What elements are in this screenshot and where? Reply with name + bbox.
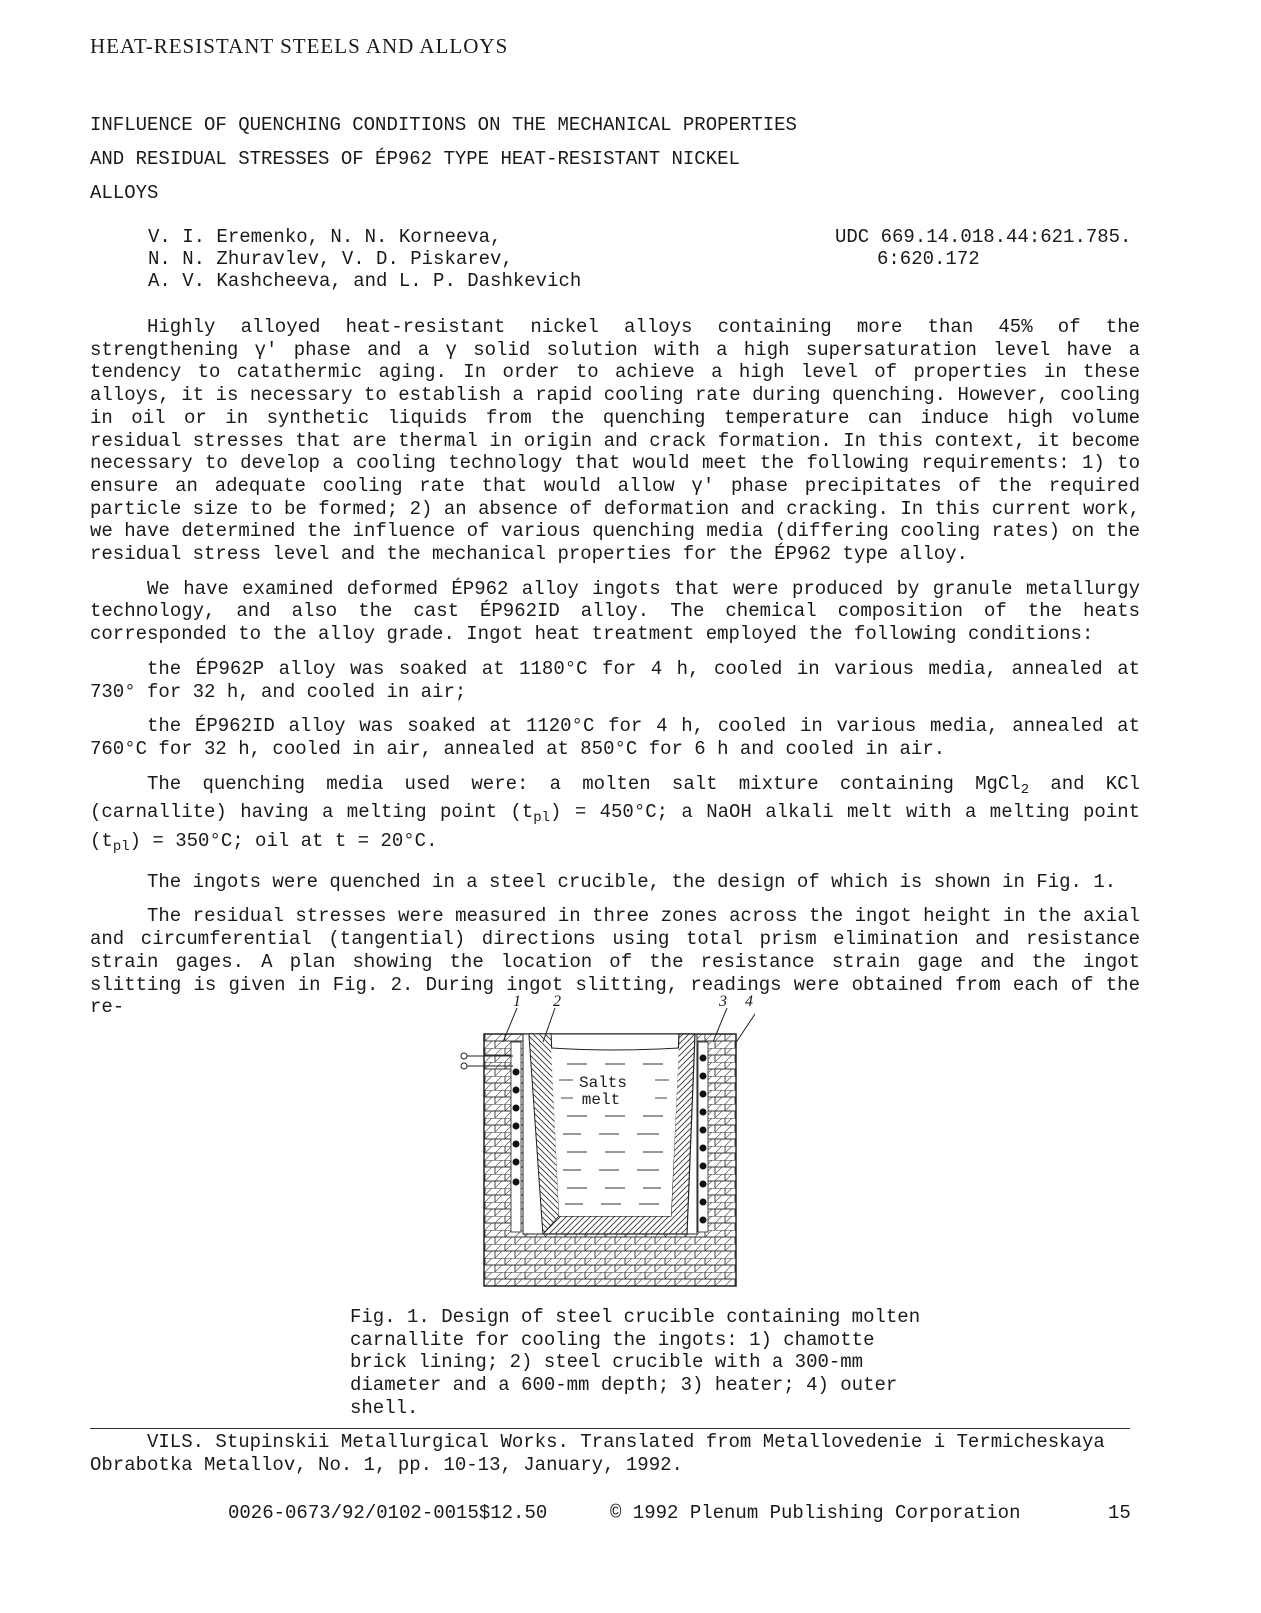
paragraph-ep962p-treatment: the ÉP962P alloy was soaked at 1180°C for 4 h, cooled in various media, annealed at 730° for 32 h, and cooled in air;	[90, 657, 1140, 703]
article-body	[90, 316, 1140, 1019]
caption-line: diameter and a 600-mm depth; 3) heater; 4) outer	[350, 1374, 898, 1397]
author-line: N. N. Zhuravlev, V. D. Piskarev,	[148, 248, 513, 270]
publication-code: 0026-0673/92/0102-0015$12.50	[228, 1502, 548, 1524]
copyright-notice: © 1992 Plenum Publishing Corporation	[610, 1502, 1021, 1524]
melt-label: melt	[581, 1091, 621, 1109]
paragraph-quenching-media	[90, 773, 1140, 859]
paragraph-crucible: The ingots were quenched in a steel crucible, the design of which is shown in Fig. 1.	[147, 870, 1117, 893]
title-line: INFLUENCE OF QUENCHING CONDITIONS ON THE MECHANICAL PROPERTIES	[90, 114, 797, 136]
subscript: pl	[112, 839, 130, 856]
text-run: ) = 450°C; a NaOH alkali melt with a melting point (t	[90, 801, 1140, 853]
author-list	[148, 226, 581, 292]
section-heading: HEAT-RESISTANT STEELS AND ALLOYS	[90, 34, 509, 58]
footnote-divider	[90, 1428, 1130, 1429]
caption-line: shell.	[350, 1396, 419, 1419]
text-run: and KCl (carnallite) having a melting point (t	[90, 772, 1140, 824]
paragraph-residual-stress: The residual stresses were measured in three zones across the ingot height in the axial and circumferential (tangential) directions using total prism elimination and resistance strain gages. A plan showing the location of the resistance strain gage and the ingot slitting is given in Fig. 2. During ingot slitting, readings were obtained from each of the re-	[90, 905, 1140, 1019]
salt-melt	[551, 1048, 679, 1216]
heater-coils-right	[698, 1042, 708, 1232]
subscript: 2	[1020, 781, 1030, 798]
paragraph-intro: Highly alloyed heat-resistant nickel alloys containing more than 45% of the strengthening γ' phase and a γ solid solution with a high supersaturation level have a tendency to catathermic aging. In order to achieve a high level of properties in these alloys, it is necessary to establish a rapid cooling rate during quenching. However, cooling in oil or in synthetic liquids from the quenching temperature can induce high volume residual stresses that are thermal in origin and crack formation. In this context, it become necessary to develop a cooling technology that would meet the following requirements: 1) to ensure an adequate cooling rate that would allow γ' phase precipitates of the required particle size to be formed; 2) an absence of deformation and cracking. In this current work, we have determined the influence of various quenching media (differing cooling rates) on the residual stress level and the mechanical properties for the ÉP962 type alloy.	[90, 316, 1140, 566]
figure-caption	[350, 1306, 950, 1420]
page-number: 15	[1108, 1502, 1131, 1524]
heater-coils-left	[511, 1042, 521, 1232]
text-run: The quenching media used were: a molten salt mixture containing MgCl	[147, 772, 1021, 795]
caption-line: carnallite for cooling the ingots: 1) chamotte	[350, 1328, 875, 1351]
author-line: V. I. Eremenko, N. N. Korneeva,	[148, 226, 502, 248]
melt-label: Salts	[578, 1074, 628, 1092]
caption-line: Fig. 1. Design of steel crucible containing molten	[350, 1306, 921, 1328]
subscript: pl	[533, 810, 551, 827]
author-line: A. V. Kashcheeva, and L. P. Dashkevich	[148, 270, 582, 292]
text-run: ) = 350°C; oil at t = 20°C.	[129, 830, 438, 853]
callout-label: 3	[719, 993, 727, 1010]
udc-line: 6:620.172	[877, 248, 980, 270]
footnote-line: VILS. Stupinskii Metallurgical Works. Translated from Metallovedenie i Termicheskaya	[147, 1431, 1105, 1453]
article-title	[90, 108, 850, 210]
title-line: ALLOYS	[90, 182, 159, 204]
paragraph-ep962id-treatment: the ÉP962ID alloy was soaked at 1120°C for 4 h, cooled in various media, annealed at 760°C for 32 h, cooled in air, annealed at 850°C for 6 h and cooled in air.	[90, 715, 1140, 760]
footnote	[90, 1431, 1140, 1476]
udc-code	[835, 226, 1131, 270]
title-line: AND RESIDUAL STRESSES OF ÉP962 TYPE HEAT-RESISTANT NICKEL	[90, 148, 740, 170]
callout-label: 4	[745, 993, 753, 1010]
caption-line: brick lining; 2) steel crucible with a 300-mm	[350, 1351, 864, 1374]
udc-line: UDC 669.14.018.44:621.785.	[835, 226, 1132, 248]
callout-label: 2	[553, 993, 561, 1010]
crucible-diagram	[455, 992, 755, 1292]
callout-label: 1	[513, 993, 521, 1010]
paragraph-materials: We have examined deformed ÉP962 alloy ingots that were produced by granule metallurgy technology, and also the cast ÉP962ID alloy. The chemical composition of the heats corresponded to the alloy grade. Ingot heat treatment employed the following conditions:	[90, 577, 1140, 646]
footnote-line: Obrabotka Metallov, No. 1, pp. 10-13, January, 1992.	[90, 1453, 683, 1476]
